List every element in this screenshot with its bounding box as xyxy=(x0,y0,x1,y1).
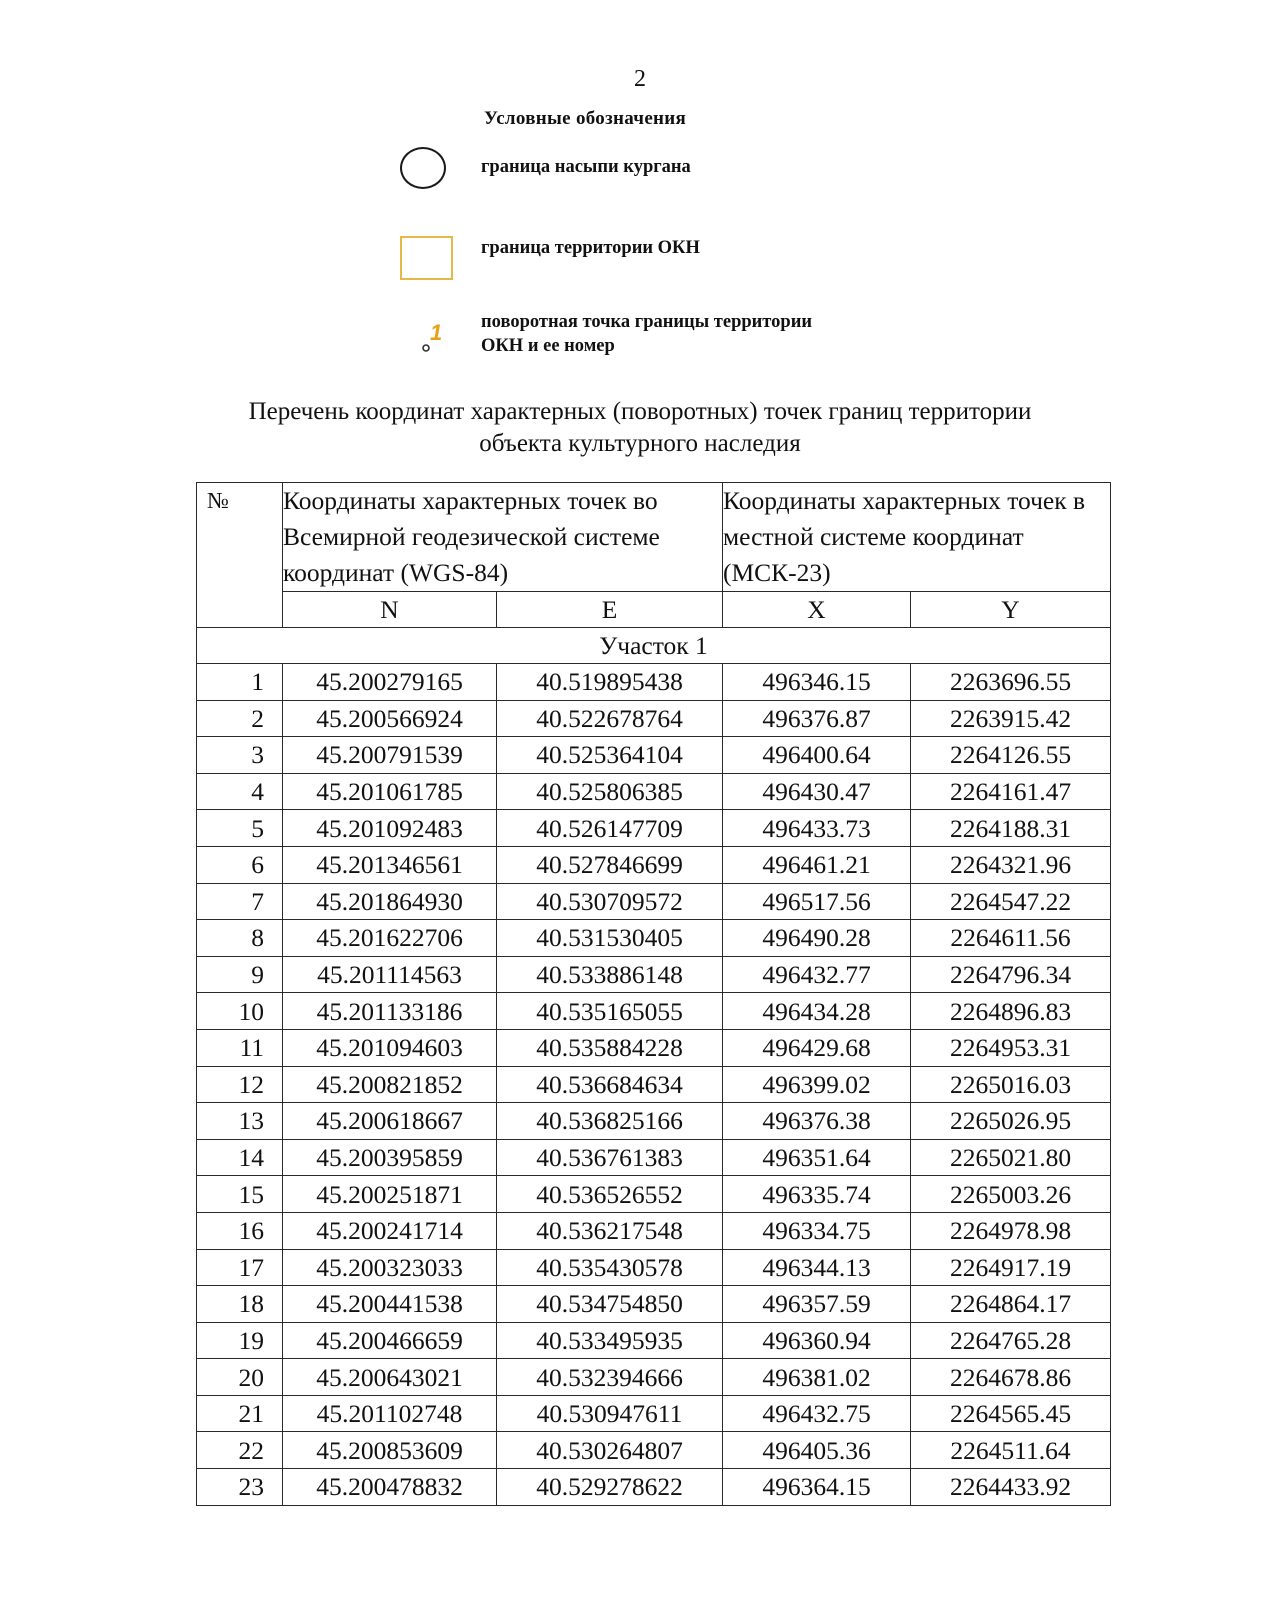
cell-wgs-n: 45.201092483 xyxy=(283,810,497,847)
cell-msk-x: 496334.75 xyxy=(723,1212,911,1249)
cell-msk-x: 496399.02 xyxy=(723,1066,911,1103)
cell-point-number: 17 xyxy=(197,1249,283,1286)
column-group-wgs84: Координаты характерных точек во Всемирной геодезической системе координат (WGS-84) xyxy=(283,483,723,592)
cell-msk-x: 496517.56 xyxy=(723,883,911,920)
cell-wgs-e: 40.529278622 xyxy=(497,1469,723,1506)
cell-msk-x: 496344.13 xyxy=(723,1249,911,1286)
cell-wgs-n: 45.200821852 xyxy=(283,1066,497,1103)
cell-msk-y: 2264864.17 xyxy=(911,1286,1111,1323)
table-row xyxy=(197,700,1111,737)
cell-wgs-n: 45.200251871 xyxy=(283,1176,497,1213)
cell-msk-y: 2263696.55 xyxy=(911,664,1111,701)
cell-point-number: 21 xyxy=(197,1395,283,1432)
section-label: Участок 1 xyxy=(197,628,1111,664)
coordinates-table xyxy=(196,482,1111,1506)
cell-wgs-e: 40.525364104 xyxy=(497,737,723,774)
table-row xyxy=(197,1432,1111,1469)
cell-point-number: 3 xyxy=(197,737,283,774)
table-row xyxy=(197,810,1111,847)
table-row xyxy=(197,883,1111,920)
cell-msk-x: 496360.94 xyxy=(723,1322,911,1359)
table-row xyxy=(197,1139,1111,1176)
heading-line-2: объекта культурного наследия xyxy=(479,430,801,457)
cell-point-number: 7 xyxy=(197,883,283,920)
cell-wgs-e: 40.536825166 xyxy=(497,1103,723,1140)
cell-msk-y: 2264765.28 xyxy=(911,1322,1111,1359)
table-row xyxy=(197,1249,1111,1286)
cell-wgs-e: 40.536684634 xyxy=(497,1066,723,1103)
cell-wgs-n: 45.200466659 xyxy=(283,1322,497,1359)
page-number: 2 xyxy=(634,66,646,92)
cell-msk-x: 496490.28 xyxy=(723,920,911,957)
cell-wgs-e: 40.536761383 xyxy=(497,1139,723,1176)
cell-msk-y: 2265021.80 xyxy=(911,1139,1111,1176)
legend-label-turning-point-line2: ОКН и ее номер xyxy=(481,336,615,356)
cell-msk-y: 2264611.56 xyxy=(911,920,1111,957)
column-header-number: № xyxy=(197,483,283,628)
table-row xyxy=(197,956,1111,993)
document-heading xyxy=(150,396,1130,460)
cell-point-number: 2 xyxy=(197,700,283,737)
cell-msk-y: 2264188.31 xyxy=(911,810,1111,847)
cell-wgs-n: 45.200853609 xyxy=(283,1432,497,1469)
table-row xyxy=(197,1322,1111,1359)
cell-point-number: 5 xyxy=(197,810,283,847)
cell-msk-y: 2264896.83 xyxy=(911,993,1111,1030)
cell-wgs-n: 45.200323033 xyxy=(283,1249,497,1286)
cell-point-number: 4 xyxy=(197,773,283,810)
cell-wgs-e: 40.536526552 xyxy=(497,1176,723,1213)
legend-label-mound-boundary: граница насыпи кургана xyxy=(481,157,691,177)
cell-msk-y: 2264953.31 xyxy=(911,1029,1111,1066)
cell-msk-x: 496429.68 xyxy=(723,1029,911,1066)
cell-msk-x: 496433.73 xyxy=(723,810,911,847)
table-row xyxy=(197,920,1111,957)
cell-msk-x: 496461.21 xyxy=(723,846,911,883)
table-subheader-row xyxy=(197,592,1111,628)
table-row xyxy=(197,1066,1111,1103)
cell-msk-y: 2264917.19 xyxy=(911,1249,1111,1286)
cell-wgs-e: 40.522678764 xyxy=(497,700,723,737)
cell-wgs-e: 40.527846699 xyxy=(497,846,723,883)
cell-point-number: 12 xyxy=(197,1066,283,1103)
column-group-msk23: Координаты характерных точек в местной системе координат (МСК-23) xyxy=(723,483,1111,592)
cell-wgs-e: 40.535165055 xyxy=(497,993,723,1030)
turning-point-number: 1 xyxy=(430,320,443,345)
cell-wgs-n: 45.200618667 xyxy=(283,1103,497,1140)
cell-wgs-e: 40.536217548 xyxy=(497,1212,723,1249)
cell-msk-x: 496405.36 xyxy=(723,1432,911,1469)
cell-wgs-n: 45.201133186 xyxy=(283,993,497,1030)
cell-wgs-e: 40.534754850 xyxy=(497,1286,723,1323)
cell-msk-y: 2265016.03 xyxy=(911,1066,1111,1103)
cell-point-number: 19 xyxy=(197,1322,283,1359)
column-header-y: Y xyxy=(911,592,1111,628)
cell-point-number: 6 xyxy=(197,846,283,883)
cell-wgs-e: 40.533495935 xyxy=(497,1322,723,1359)
table-row xyxy=(197,1103,1111,1140)
cell-wgs-n: 45.200441538 xyxy=(283,1286,497,1323)
table-row xyxy=(197,773,1111,810)
cell-msk-x: 496364.15 xyxy=(723,1469,911,1506)
cell-wgs-n: 45.201114563 xyxy=(283,956,497,993)
table-row xyxy=(197,1469,1111,1506)
column-header-e: E xyxy=(497,592,723,628)
cell-point-number: 11 xyxy=(197,1029,283,1066)
table-row xyxy=(197,846,1111,883)
cell-msk-x: 496376.87 xyxy=(723,700,911,737)
table-row xyxy=(197,1176,1111,1213)
table-header-row xyxy=(197,483,1111,592)
cell-wgs-e: 40.535430578 xyxy=(497,1249,723,1286)
cell-msk-y: 2264161.47 xyxy=(911,773,1111,810)
circle-outline-icon xyxy=(400,147,446,189)
table-row xyxy=(197,664,1111,701)
table-row xyxy=(197,993,1111,1030)
cell-wgs-n: 45.200791539 xyxy=(283,737,497,774)
cell-wgs-e: 40.535884228 xyxy=(497,1029,723,1066)
cell-msk-y: 2264126.55 xyxy=(911,737,1111,774)
cell-msk-x: 496432.77 xyxy=(723,956,911,993)
cell-wgs-e: 40.530947611 xyxy=(497,1395,723,1432)
cell-point-number: 9 xyxy=(197,956,283,993)
heading-line-1: Перечень координат характерных (поворотных) точек границ территории xyxy=(248,398,1032,425)
cell-msk-y: 2264547.22 xyxy=(911,883,1111,920)
legend-title: Условные обозначения xyxy=(484,108,687,129)
cell-msk-x: 496376.38 xyxy=(723,1103,911,1140)
square-outline-icon xyxy=(400,236,453,280)
cell-wgs-e: 40.531530405 xyxy=(497,920,723,957)
legend-label-turning-point xyxy=(481,310,812,358)
cell-msk-y: 2264511.64 xyxy=(911,1432,1111,1469)
cell-point-number: 1 xyxy=(197,664,283,701)
cell-msk-x: 496434.28 xyxy=(723,993,911,1030)
cell-msk-x: 496357.59 xyxy=(723,1286,911,1323)
section-row xyxy=(197,628,1111,664)
cell-point-number: 10 xyxy=(197,993,283,1030)
cell-point-number: 8 xyxy=(197,920,283,957)
cell-point-number: 18 xyxy=(197,1286,283,1323)
cell-msk-y: 2265003.26 xyxy=(911,1176,1111,1213)
legend-label-turning-point-line1: поворотная точка границы территории xyxy=(481,312,813,332)
cell-msk-x: 496346.15 xyxy=(723,664,911,701)
cell-point-number: 20 xyxy=(197,1359,283,1396)
cell-msk-x: 496335.74 xyxy=(723,1176,911,1213)
cell-wgs-n: 45.200395859 xyxy=(283,1139,497,1176)
column-header-x: X xyxy=(723,592,911,628)
table-row xyxy=(197,1359,1111,1396)
table-row xyxy=(197,1395,1111,1432)
cell-wgs-e: 40.525806385 xyxy=(497,773,723,810)
cell-msk-x: 496351.64 xyxy=(723,1139,911,1176)
cell-wgs-e: 40.530709572 xyxy=(497,883,723,920)
table-row xyxy=(197,1029,1111,1066)
cell-wgs-e: 40.519895438 xyxy=(497,664,723,701)
cell-msk-y: 2264565.45 xyxy=(911,1395,1111,1432)
cell-msk-x: 496432.75 xyxy=(723,1395,911,1432)
cell-msk-x: 496400.64 xyxy=(723,737,911,774)
cell-wgs-e: 40.532394666 xyxy=(497,1359,723,1396)
cell-wgs-n: 45.200279165 xyxy=(283,664,497,701)
cell-point-number: 22 xyxy=(197,1432,283,1469)
cell-wgs-n: 45.200643021 xyxy=(283,1359,497,1396)
column-header-n: N xyxy=(283,592,497,628)
cell-wgs-e: 40.533886148 xyxy=(497,956,723,993)
legend-label-territory-boundary: граница территории ОКН xyxy=(481,238,700,258)
cell-wgs-n: 45.201622706 xyxy=(283,920,497,957)
cell-wgs-n: 45.200478832 xyxy=(283,1469,497,1506)
cell-wgs-n: 45.200241714 xyxy=(283,1212,497,1249)
cell-msk-y: 2264321.96 xyxy=(911,846,1111,883)
cell-msk-y: 2264433.92 xyxy=(911,1469,1111,1506)
cell-msk-x: 496381.02 xyxy=(723,1359,911,1396)
cell-point-number: 14 xyxy=(197,1139,283,1176)
cell-wgs-e: 40.526147709 xyxy=(497,810,723,847)
table-row xyxy=(197,737,1111,774)
cell-msk-y: 2263915.42 xyxy=(911,700,1111,737)
cell-wgs-e: 40.530264807 xyxy=(497,1432,723,1469)
cell-wgs-n: 45.201094603 xyxy=(283,1029,497,1066)
cell-msk-x: 496430.47 xyxy=(723,773,911,810)
table-row xyxy=(197,1286,1111,1323)
cell-point-number: 13 xyxy=(197,1103,283,1140)
cell-wgs-n: 45.201346561 xyxy=(283,846,497,883)
cell-point-number: 16 xyxy=(197,1212,283,1249)
table-row xyxy=(197,1212,1111,1249)
turning-point-icon xyxy=(400,310,443,354)
cell-msk-y: 2264796.34 xyxy=(911,956,1111,993)
cell-msk-y: 2264678.86 xyxy=(911,1359,1111,1396)
cell-wgs-n: 45.201864930 xyxy=(283,883,497,920)
cell-msk-y: 2265026.95 xyxy=(911,1103,1111,1140)
cell-point-number: 15 xyxy=(197,1176,283,1213)
cell-wgs-n: 45.200566924 xyxy=(283,700,497,737)
cell-msk-y: 2264978.98 xyxy=(911,1212,1111,1249)
cell-wgs-n: 45.201102748 xyxy=(283,1395,497,1432)
cell-point-number: 23 xyxy=(197,1469,283,1506)
cell-wgs-n: 45.201061785 xyxy=(283,773,497,810)
